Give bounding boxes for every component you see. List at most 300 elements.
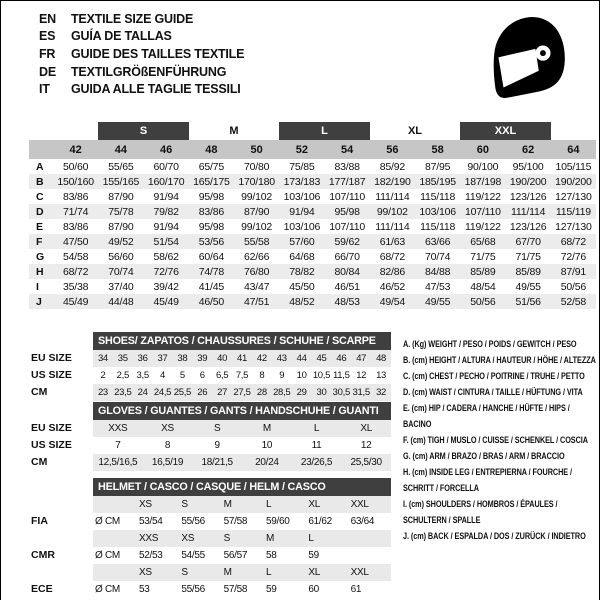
cell-value: 6 (199, 370, 205, 381)
cell-value: 57/58 (223, 584, 248, 595)
cell-value: 31,5 (352, 387, 370, 398)
language-name: TEXTILE SIZE GUIDE (71, 11, 194, 26)
cell-value: XXS (108, 423, 128, 434)
size-label: XL (308, 567, 320, 578)
row-values (93, 384, 391, 401)
cell-value: 3,5 (136, 370, 149, 381)
cell-value: 13 (376, 370, 387, 381)
measurement-value: 70/74 (108, 265, 134, 278)
measurement-value: 91/94 (153, 220, 179, 233)
row-letter: H (36, 265, 44, 278)
cell-value: 41 (237, 353, 247, 364)
cell-value: 55/56 (181, 516, 205, 527)
measurement-value: 57/60 (289, 235, 315, 248)
size-band-row (29, 122, 596, 140)
row-letter: J (36, 295, 42, 308)
row-label (31, 564, 93, 581)
cell-value: 46 (336, 353, 347, 364)
size-label: L (265, 567, 272, 578)
measurement-value: 44/48 (108, 295, 134, 308)
measurement-value: 84/88 (424, 265, 451, 278)
language-row (39, 28, 244, 46)
cell-value: 10,5 (312, 370, 331, 381)
measurement-value: 165/175 (193, 175, 230, 188)
measurement-value: 177/187 (328, 175, 366, 188)
measurement-value: 55/65 (108, 160, 134, 173)
language-row (39, 45, 244, 63)
column-header: 44 (114, 143, 127, 156)
measurement-value: 150/160 (57, 175, 94, 188)
measurement-value: 190/200 (555, 175, 592, 188)
measurement-value: 123/126 (509, 190, 547, 203)
measurement-value: 41/45 (198, 280, 225, 293)
table-row (31, 437, 391, 454)
measurement-value: 85/89 (470, 265, 496, 278)
measurement-value: 75/85 (289, 160, 315, 173)
cell-value: 59 (308, 550, 319, 561)
size-band-xl: XL (407, 125, 423, 137)
column-header: 62 (522, 143, 535, 156)
cell-value: 45 (316, 353, 327, 364)
cell-value: 23,5 (114, 387, 132, 398)
cell-value: 7 (115, 440, 121, 451)
column-header: 50 (250, 143, 263, 156)
table-row (31, 420, 391, 437)
row-label: CM (31, 456, 48, 468)
measurement-value: 111/114 (375, 190, 410, 203)
measurement-value: 51/56 (515, 295, 541, 308)
measurement-value: 187/198 (464, 175, 502, 188)
measurement-value: 72/76 (153, 265, 179, 278)
language-name: TEXTILGRÖßENFÜHRUNG (71, 64, 227, 79)
measurement-value: 107/110 (464, 205, 501, 218)
measurement-value: 95/100 (512, 160, 544, 173)
cell-value: 8 (259, 370, 265, 381)
measurement-value: 83/88 (334, 160, 360, 173)
row-sizes (93, 496, 391, 513)
measurement-value: 107/110 (329, 190, 366, 203)
measurement-value: 71/74 (62, 205, 89, 218)
helmet-icon-svg (485, 11, 569, 107)
language-code: IT (39, 82, 50, 97)
cell-value: 36 (137, 353, 148, 364)
language-name: GUIDA ALLE TAGLIE TESSILI (71, 82, 241, 97)
measurement-value: 70/80 (243, 160, 270, 173)
language-code: FR (39, 46, 56, 61)
row-letter: B (36, 175, 44, 188)
legend-item-h: H. (cm) INSIDE LEG / ENTREPIERNA / FOURCHE / SCHRITT / FORCELLA (403, 467, 572, 494)
row-letter: G (36, 250, 44, 263)
measurement-value: 85/92 (379, 160, 406, 173)
measurement-value: 115/118 (420, 190, 456, 203)
row-values (93, 547, 391, 564)
measurement-value: 48/52 (289, 295, 315, 308)
measurement-value: 95/98 (334, 205, 360, 218)
cell-value: 27 (217, 387, 228, 398)
cell-value: 52/53 (139, 550, 163, 561)
cell-value: 61 (350, 584, 362, 595)
measurement-value: 35/38 (62, 280, 89, 293)
measurement-value: 87/90 (108, 190, 134, 203)
row-label: CMR (31, 549, 55, 561)
cell-value: 34 (97, 353, 108, 364)
helmet-size-row (31, 530, 391, 547)
row-values (93, 581, 391, 598)
column-header: 64 (567, 143, 580, 156)
unit-cell: Ø CM (95, 550, 120, 561)
measurement-row-j (29, 294, 596, 309)
measurement-value: 67/70 (515, 235, 541, 248)
shoes-title: SHOES/ ZAPATOS / CHAUSSURES / SCHUHE / SCARPE (93, 332, 391, 350)
measurement-value: 127/130 (555, 220, 592, 233)
cell-value: 43 (276, 353, 287, 364)
measurement-value: 78/82 (289, 265, 315, 278)
legend-item-c: C. (cm) CHEST / PECHO / POITRINE / TRUHE / PETTO (403, 371, 585, 382)
row-label: US SIZE (31, 369, 72, 381)
cell-value: 12 (360, 440, 372, 451)
cell-value: 60 (308, 584, 319, 595)
cell-value: 30 (316, 387, 327, 398)
column-header: 46 (160, 143, 173, 156)
row-values (93, 437, 391, 454)
measurement-value: 71/75 (470, 250, 496, 263)
language-code: EN (39, 11, 56, 26)
measurement-value: 49/55 (515, 280, 541, 293)
measurement-value: 50/60 (62, 160, 89, 173)
cell-value: 57/58 (223, 516, 248, 527)
measurement-row-a (29, 159, 596, 174)
measurement-value: 58/62 (153, 250, 179, 263)
cell-value: 11,5 (333, 370, 350, 381)
cell-value: 32 (376, 387, 387, 398)
cell-value: 28,5 (273, 387, 291, 398)
cell-value: 7,5 (235, 370, 249, 381)
row-letter: C (36, 190, 44, 203)
measurement-value: 103/106 (419, 205, 456, 218)
cell-value: 12 (356, 370, 367, 381)
size-label: XS (139, 567, 152, 578)
band-letter-spacer (29, 122, 53, 140)
size-label: M (265, 533, 275, 544)
size-label: M (223, 499, 232, 510)
helmet-table (31, 478, 391, 598)
measurement-value: 185/195 (419, 175, 456, 188)
language-row (39, 63, 244, 81)
measurement-value: 83/86 (198, 205, 225, 218)
row-label (31, 530, 93, 547)
measurement-value: 115/119 (555, 205, 591, 218)
measurement-value: 115/118 (420, 220, 456, 233)
size-band-l: L (279, 122, 370, 140)
cell-value: 29 (296, 387, 307, 398)
cell-value: 12,5/16,5 (98, 457, 138, 468)
size-label: XXL (350, 567, 369, 578)
cell-value: 25,5 (173, 387, 192, 398)
measurement-value: 60/64 (198, 250, 225, 263)
measurement-value: 68/72 (379, 250, 406, 263)
measurement-row-h (29, 264, 596, 279)
cell-value: 18/21,5 (201, 457, 233, 468)
cell-value: 53/54 (139, 516, 163, 527)
measurement-value: 95/98 (198, 190, 225, 203)
measurement-row-c (29, 189, 596, 204)
cell-value: 42 (256, 353, 267, 364)
measurement-value: 70/74 (424, 250, 451, 263)
language-code: DE (39, 64, 56, 79)
measurement-value: 46/52 (379, 280, 406, 293)
measurement-value: 39/42 (153, 280, 179, 293)
measurement-value: 80/84 (334, 265, 360, 278)
size-label: XXS (139, 533, 159, 544)
row-label: EU SIZE (31, 422, 72, 434)
measurement-value: 56/60 (108, 250, 134, 263)
cell-value: 59/60 (265, 516, 290, 527)
helmet-rows (31, 496, 391, 598)
cell-value: 24,5 (153, 387, 172, 398)
size-label: S (181, 499, 188, 510)
measurement-value: 49/52 (108, 235, 134, 248)
measurement-value: 47/50 (62, 235, 89, 248)
cell-value: 54/55 (181, 550, 205, 561)
row-values (93, 420, 391, 437)
size-label: XL (308, 499, 320, 510)
row-letter: D (36, 205, 44, 218)
table-row (31, 384, 391, 401)
row-sizes (93, 564, 391, 581)
gloves-rows (31, 420, 391, 471)
measurement-value: 87/90 (108, 220, 134, 233)
measurement-value: 91/94 (153, 190, 179, 203)
legend-item-i: I. (cm) SHOULDERS / HOMBROS / ÉPAULES / SCHULTERN / SPALLE (403, 499, 558, 526)
cell-value: 10 (261, 440, 273, 451)
cell-value: 11 (311, 440, 322, 451)
cell-value: M (262, 423, 271, 434)
measurement-value: 43/47 (243, 280, 270, 293)
helmet-size-row (31, 564, 391, 581)
cell-value: 58 (265, 550, 277, 561)
measurement-value: 103/106 (283, 220, 321, 233)
cell-value: 2 (100, 370, 106, 381)
column-header: 60 (476, 143, 489, 156)
measurement-value: 45/49 (62, 295, 89, 308)
table-row (31, 454, 391, 471)
cell-value: 39 (197, 353, 208, 364)
size-band-m: M (229, 125, 239, 137)
column-header: 56 (386, 143, 399, 156)
cell-value: 48 (376, 353, 387, 364)
measurement-value: 47/53 (424, 280, 451, 293)
cell-value: 4 (160, 370, 166, 381)
cell-value: 6,5 (215, 370, 229, 381)
cell-value: 9 (214, 440, 220, 451)
language-row (39, 80, 244, 98)
measurement-value: 190/200 (509, 175, 547, 188)
measurement-value: 90/100 (467, 160, 499, 173)
size-band-xxl: XXL (460, 122, 551, 140)
helmet-value-row (31, 581, 391, 598)
legend-item-g: G. (cm) ARM / BRAZO / BRAS / ARM / BRACCIO (403, 451, 565, 462)
measurement-value: 103/106 (283, 190, 321, 203)
helmet-icon (485, 11, 569, 107)
measurement-value: 160/170 (147, 175, 185, 188)
measurement-value: 173/183 (283, 175, 321, 188)
measurement-value: 66/70 (334, 250, 360, 263)
measurement-value: 82/86 (379, 265, 406, 278)
legend-item-e: E. (cm) HIP / CADERA / HANCHE / HÜFTE / HIPS / BACINO (403, 403, 570, 430)
measurement-legend (403, 337, 599, 545)
cell-value: 23 (97, 387, 108, 398)
size-label: XS (139, 499, 152, 510)
legend-item-d: D. (cm) WAIST / CINTURA / TAILLE / HÜFTUNG / VITA (403, 387, 583, 398)
cell-value: 10 (296, 370, 307, 381)
table-row (31, 367, 391, 384)
measurement-value: 87/91 (560, 265, 587, 278)
measurement-value: 119/122 (464, 190, 501, 203)
measurement-value: 52/58 (560, 295, 587, 308)
row-label: US SIZE (31, 439, 72, 451)
row-label: ECE (31, 583, 53, 595)
row-letter: E (36, 220, 43, 233)
measurement-value: 105/115 (555, 160, 592, 173)
cell-value: 8 (164, 440, 171, 451)
measurement-value: 68/72 (62, 265, 89, 278)
measurement-row-b (29, 174, 596, 189)
gloves-table (31, 402, 391, 471)
cell-value: 9 (279, 370, 285, 381)
measurement-value: 65/75 (198, 160, 225, 173)
cell-value: 53 (139, 584, 150, 595)
cell-value: 16,5/19 (151, 457, 184, 468)
cell-value: 63/64 (350, 516, 375, 527)
helmet-size-row (31, 496, 391, 513)
cell-value: 61/62 (308, 516, 332, 527)
cell-value: 55/56 (181, 584, 205, 595)
row-letter: I (36, 280, 39, 293)
measurement-value: 85/89 (515, 265, 541, 278)
language-name: GUÍA DE TALLAS (71, 29, 172, 44)
size-label: XXL (350, 499, 369, 510)
measurement-value: 48/54 (470, 280, 496, 293)
row-label: FIA (31, 515, 48, 527)
measurement-value: 76/80 (243, 265, 270, 278)
measurement-value: 83/86 (62, 190, 89, 203)
measurement-value: 48/53 (334, 295, 360, 308)
size-label: M (223, 567, 232, 578)
cell-value: 30,5 (332, 387, 350, 398)
size-label: S (181, 567, 188, 578)
language-list (39, 10, 244, 98)
measurement-value: 127/130 (555, 190, 592, 203)
size-label: XS (181, 533, 195, 544)
measurement-value: 49/54 (379, 295, 406, 308)
measurement-value: 49/55 (424, 295, 451, 308)
unit-cell: Ø CM (95, 516, 120, 527)
cell-value: XS (161, 423, 174, 434)
cell-value: 20/24 (255, 457, 279, 468)
textile-size-table (29, 122, 596, 309)
helmet-title: HELMET / CASCO / CASQUE / HELM / CASCO (93, 478, 391, 496)
measurement-value: 71/75 (515, 250, 541, 263)
measurement-value: 119/122 (464, 220, 501, 233)
cell-value: 26 (197, 387, 208, 398)
measurement-value: 46/50 (198, 295, 225, 308)
measurement-value: 61/63 (379, 235, 406, 248)
cell-value: 59 (265, 584, 277, 595)
row-sizes (93, 530, 391, 547)
language-name: GUIDE DES TAILLES TEXTILE (71, 46, 245, 61)
measurement-value: 63/66 (424, 235, 451, 248)
measurement-value: 53/56 (198, 235, 225, 248)
helmet-value-row (31, 513, 391, 530)
row-values (93, 454, 391, 471)
language-row (39, 10, 244, 28)
cell-value: 38 (177, 353, 188, 364)
band-gap-42 (53, 122, 98, 140)
measurement-value: 155/165 (102, 175, 140, 188)
measurement-row-i (29, 279, 596, 294)
measurement-value: 64/68 (289, 250, 315, 263)
cell-value: XL (360, 423, 372, 434)
measurement-value: 99/102 (376, 205, 408, 218)
measurement-value: 111/114 (375, 220, 410, 233)
measurement-value: 72/76 (560, 250, 587, 263)
shoes-table (31, 332, 391, 401)
legend-item-f: F. (cm) TIGH / MUSLO / CUISSE / SCHENKEL / COSCIA (403, 435, 588, 446)
measurement-value: 74/78 (198, 265, 225, 278)
cell-value: 2,5 (116, 370, 129, 381)
cell-value: 23/26,5 (300, 457, 333, 468)
language-code: ES (39, 29, 56, 44)
size-label: S (223, 533, 231, 544)
measurement-value: 62/66 (243, 250, 270, 263)
cell-value: 44 (296, 353, 307, 364)
measurement-value: 87/90 (243, 205, 270, 218)
measurement-value: 79/82 (153, 205, 179, 218)
row-letter: A (36, 160, 44, 173)
measurement-value: 91/94 (289, 205, 315, 218)
measurement-value: 60/70 (153, 160, 179, 173)
size-band-s: S (98, 122, 189, 140)
measurement-value: 51/54 (153, 235, 179, 248)
measurement-row-d (29, 204, 596, 219)
measurement-value: 55/58 (243, 235, 270, 248)
legend-item-a: A. (Kg) WEIGHT / PESO / POIDS / GEWITCH / PESO (403, 339, 577, 350)
cell-value: 40 (217, 353, 228, 364)
column-header: 48 (205, 143, 218, 156)
measurement-value: 87/95 (424, 160, 451, 173)
measurement-value: 75/78 (108, 205, 134, 218)
cell-value: 24 (137, 387, 148, 398)
gloves-title: GLOVES / GUANTES / GANTS / HANDSCHUHE / GUANTI (93, 402, 391, 420)
measurement-value: 50/56 (560, 280, 587, 293)
table-row (31, 350, 391, 367)
cell-value: 56/57 (223, 550, 248, 561)
measurement-row-g (29, 249, 596, 264)
row-letter: F (36, 235, 43, 248)
measurement-value: 65/68 (470, 235, 496, 248)
measurement-value: 45/49 (153, 295, 179, 308)
cell-value: L (313, 423, 320, 434)
column-header: 58 (431, 143, 444, 156)
legend-item-b: B. (cm) HEIGHT / ALTURA / HAUTEUR / HÖHE / ALTEZZA (403, 355, 596, 366)
measurement-value: 37/40 (108, 280, 134, 293)
measurement-value: 54/58 (62, 250, 89, 263)
cell-value: 35 (117, 353, 128, 364)
measurement-value: 95/98 (198, 220, 225, 233)
cell-value: 28 (256, 387, 267, 398)
measurement-value: 107/110 (329, 220, 366, 233)
size-number-row (29, 140, 596, 159)
